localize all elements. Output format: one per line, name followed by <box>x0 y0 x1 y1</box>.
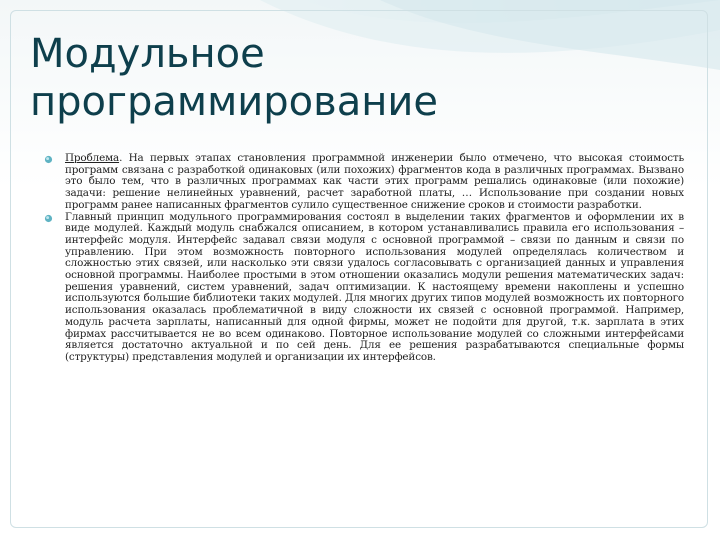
title-line-1: Модульное <box>30 31 265 77</box>
bullet-item <box>44 153 684 212</box>
circle-bullet-icon <box>44 155 53 164</box>
title-line-2: программирование <box>30 79 438 125</box>
bullet-lead-problem: Проблема <box>65 152 120 164</box>
bullet-list <box>44 153 684 364</box>
bullet-text: . На первых этапах становления программной инженерии было отмечено, что высокая стоимость программ связана с разработкой одинаковых (или похожих) фрагментов кода в различных программах. Вызвано это было тем, что в различных программах как части этих программ решались одинаковые (или похожие) задачи: решение нелинейных уравнений, расчет заработной платы, … Использование при создании новых программ ранее написанных фрагментов сулило существенное снижение сроков и стоимости разработки. <box>65 152 684 211</box>
bullet-text: Главный принцип модульного программирования состоял в выделении таких фрагментов и оформлении их в виде модулей. Каждый модуль снабжался описанием, в котором устанавливались правила его использования – интерфейс модуля. Интерфейс задавал связи модуля с основной программой – связи по данным и связи по управлению. При этом возможность повторного использования модулей определялась количеством и сложностью этих связей, или насколько эти связи удалось согласовывать с организацией данных и управления основной программы. Наиболее простыми в этом отношении оказались модули решения математических задач: решения уравнений, систем уравнений, задач оптимизации. К настоящему времени накоплены и успешно используются большие библиотеки таких модулей. Для многих других типов модулей возможность их повторного использования оказалась проблематичной в виду сложности их связей с основной программой. Например, модуль расчета зарплаты, написанный для одной фирмы, может не подойти для другой, т.к. зарплата в этих фирмах рассчитывается не во всем одинаково. Повторное использование модулей со сложными интерфейсами является достаточно актуальной и по сей день. Для ее решения разрабатываются специальные формы (структуры) представления модулей и организации их интерфейсов. <box>65 210 684 363</box>
bullet-item <box>44 212 684 364</box>
circle-bullet-icon <box>44 214 53 223</box>
slide-title <box>30 30 590 126</box>
